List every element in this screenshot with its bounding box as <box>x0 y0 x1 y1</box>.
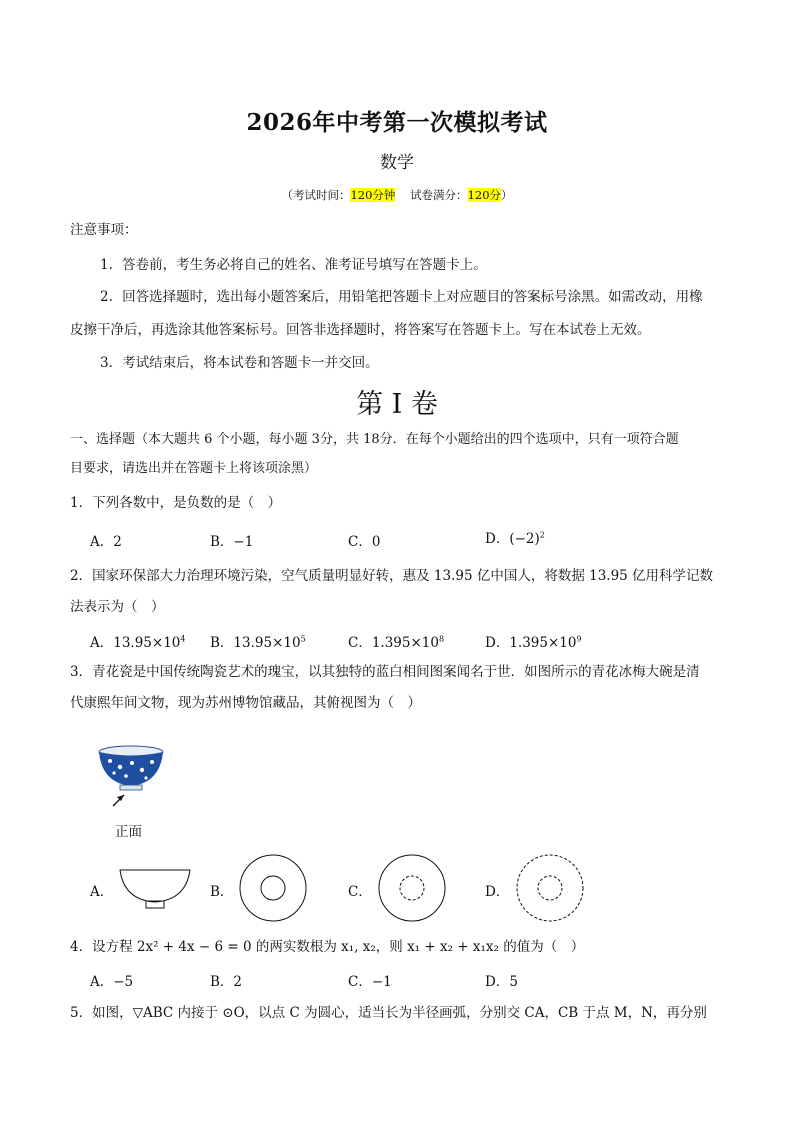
question-5-line-1: 5．如图，▽ABC 内接于 ⊙O，以点 C 为圆心，适当长为半径画弧，分别交 CA，CB 于点 M，N，再分别 <box>70 1005 707 1021</box>
time-value: 120分钟 <box>350 188 396 202</box>
score-value: 120分 <box>467 188 502 202</box>
question-1-stem: 1．下列各数中，是负数的是（ ） <box>70 495 282 511</box>
notice-item-2-line-2: 皮擦干净后，再选涂其他答案标号。回答非选择题时，将答案写在答题卡上。写在本试卷上无效。 <box>70 322 651 338</box>
question-4-stem: 4．设方程 2x² + 4x − 6 = 0 的两实数根为 x₁, x₂，则 x₁ + x₂ + x₁x₂ 的值为（ ） <box>70 939 585 955</box>
q2-option-a-base: A．13.95×10 <box>90 635 181 651</box>
q1-option-d-base: D．(−2) <box>485 531 540 547</box>
blue-white-bowl-image <box>96 737 166 807</box>
q2-option-b-exp: 5 <box>300 634 306 644</box>
notice-item-3: 3．考试结束后，将本试卷和答题卡一并交回。 <box>100 355 379 371</box>
q2-option-c-base: C．1.395×10 <box>348 635 439 651</box>
q2-option-a-exp: 4 <box>180 634 186 644</box>
q3-option-b-label: B． <box>210 884 234 900</box>
question-3-line-2: 代康熙年间文物，现为苏州博物馆藏品，其俯视图为（ ） <box>70 695 421 711</box>
question-2-line-1: 2．国家环保部大力治理环境污染，空气质量明显好转，惠及 13.95 亿中国人，将数据 13.95 亿用科学记数 <box>70 568 714 584</box>
q1-option-c: C．0 <box>348 534 381 550</box>
q2-option-c-exp: 8 <box>438 634 445 644</box>
q3-option-d-two-dashed-circles <box>515 853 585 923</box>
q2-option-d-base: D．1.395×10 <box>485 635 577 651</box>
q3-option-b-two-solid-circles <box>238 853 308 923</box>
q2-option-d-exp: 9 <box>576 634 582 644</box>
q1-option-b: B．−1 <box>210 534 254 550</box>
q2-option-b <box>210 631 306 651</box>
q3-option-a-bowl-front-view <box>118 866 192 912</box>
score-prefix: 试卷满分： <box>410 188 468 202</box>
question-3-line-1: 3．青花瓷是中国传统陶瓷艺术的瑰宝，以其独特的蓝白相间图案闻名于世．如图所示的青花冰梅大碗是清 <box>70 664 700 680</box>
q1-option-d-exp: 2 <box>539 530 545 540</box>
q3-option-a-label: A． <box>90 884 114 900</box>
notice-item-2-line-1: 2．回答选择题时，选出每小题答案后，用铅笔把答题卡上对应题目的答案标号涂黑。如需改动，用橡 <box>100 289 703 305</box>
section-1-line-2: 目要求，请选出并在答题卡上将该项涂黑） <box>70 461 318 476</box>
notice-item-1: 1．答卷前，考生务必将自己的姓名、准考证号填写在答题卡上。 <box>100 257 487 273</box>
q3-option-c-solid-outer-dashed-inner <box>377 853 447 923</box>
q2-option-b-base: B．13.95×10 <box>210 635 301 651</box>
q4-option-d: D．5 <box>485 974 518 990</box>
time-prefix: （考试时间： <box>281 188 351 202</box>
question-2-line-2: 法表示为（ ） <box>70 599 165 615</box>
exam-title: 2026年中考第一次模拟考试 <box>246 109 548 136</box>
q2-option-d <box>485 631 582 651</box>
bowl-caption: 正面 <box>115 824 142 840</box>
q1-option-d <box>485 527 545 547</box>
notice-heading: 注意事项： <box>70 222 138 238</box>
q3-option-d-label: D． <box>485 884 510 900</box>
close-paren: ） <box>501 188 513 202</box>
subject-title: 数学 <box>380 153 414 173</box>
volume-heading: 第 I 卷 <box>356 389 438 420</box>
q2-option-a <box>90 631 185 651</box>
q2-option-c <box>348 631 444 651</box>
q3-option-c-label: C． <box>348 884 372 900</box>
section-1-line-1: 一、选择题（本大题共 6 个小题，每小题 3分，共 18分．在每个小题给出的四个选项中，只有一项符合题 <box>70 432 679 447</box>
q4-option-b: B．2 <box>210 974 243 990</box>
q1-option-a: A．2 <box>90 534 122 550</box>
q4-option-c: C．−1 <box>348 974 392 990</box>
q4-option-a: A．−5 <box>90 974 134 990</box>
exam-time-info <box>0 187 794 203</box>
